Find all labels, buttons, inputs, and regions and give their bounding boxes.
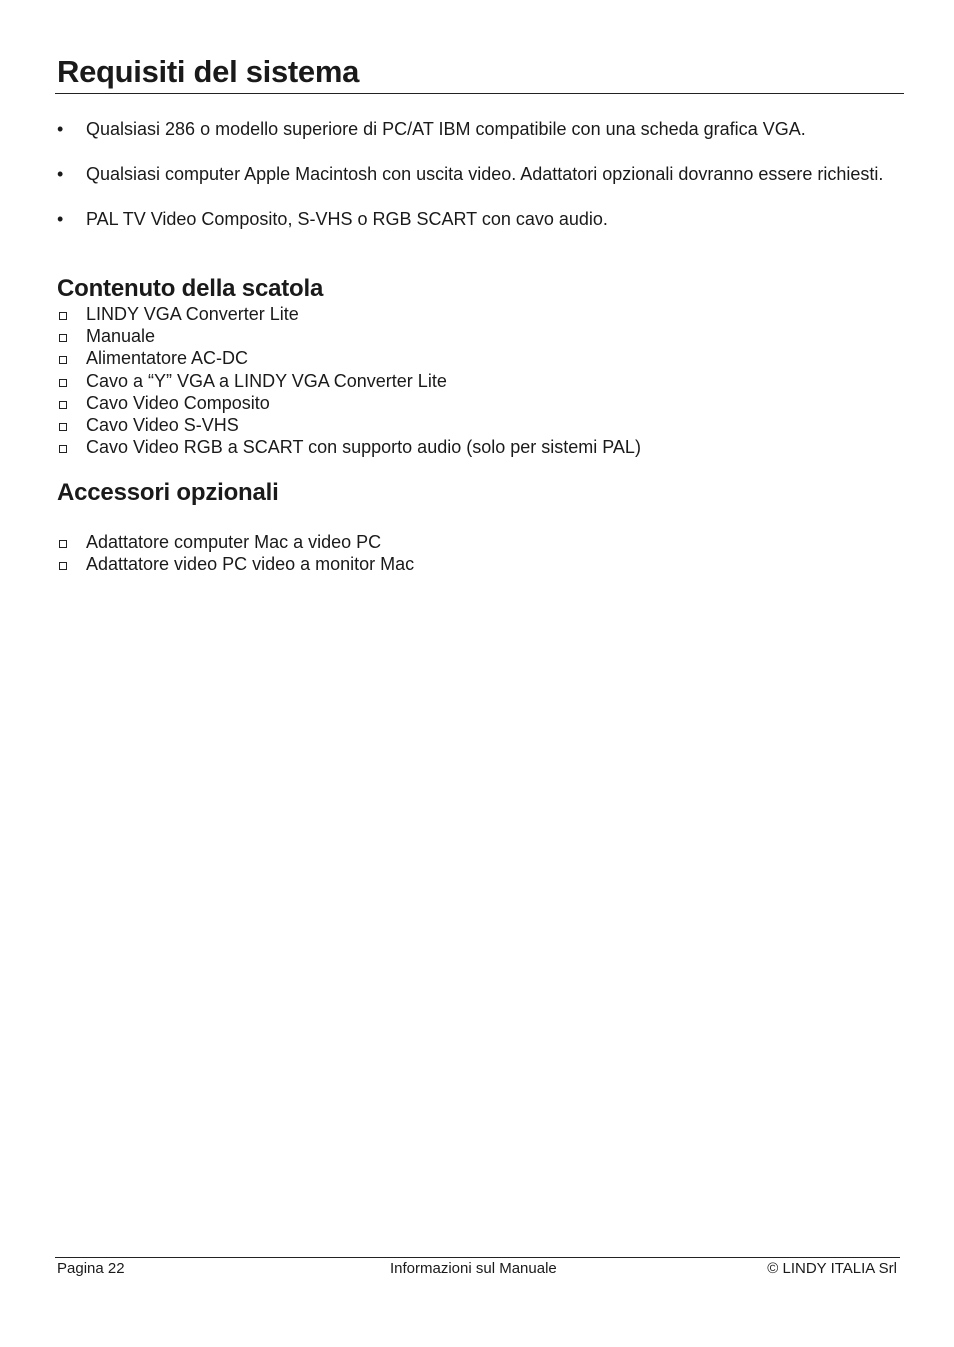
footer-title: Informazioni sul Manuale [390,1260,557,1277]
bullet-icon: • [57,164,64,184]
checkbox-bullet-icon [59,423,67,431]
box-contents-list [57,303,897,458]
list-item-text: Cavo Video Composito [86,392,270,413]
list-item [57,370,897,392]
page-title: Requisiti del sistema [57,54,360,89]
bullet-icon: • [57,209,64,229]
list-item-text: Adattatore computer Mac a video PC [86,532,382,552]
list-item [57,436,897,458]
list-item-text: Adattatore video PC video a monitor Mac [86,554,415,575]
checkbox-bullet-icon [59,445,67,453]
list-item-text: Cavo a “Y” VGA a LINDY VGA Converter Lite [86,370,447,391]
list-item [57,414,897,436]
list-item [57,303,897,325]
list-item [57,325,897,347]
requirement-text: Qualsiasi 286 o modello superiore di PC/AT IBM compatibile con una scheda grafica VGA. [86,119,806,139]
checkbox-bullet-icon [59,562,67,570]
requirement-item [57,118,897,141]
checkbox-bullet-icon [59,379,67,387]
list-item-text: LINDY VGA Converter Lite [86,304,299,324]
requirement-item [57,163,897,186]
list-item [57,531,897,553]
requirements-list [57,118,897,253]
requirement-text: Qualsiasi computer Apple Macintosh con uscita video. Adattatori opzionali dovranno essere richiesti. [86,164,884,184]
checkbox-bullet-icon [59,540,67,548]
checkbox-bullet-icon [59,356,67,364]
copyright: © LINDY ITALIA Srl [767,1260,897,1277]
accessories-heading: Accessori opzionali [57,479,279,506]
checkbox-bullet-icon [59,312,67,320]
checkbox-bullet-icon [59,334,67,342]
title-divider [55,93,904,94]
list-item-text: Cavo Video RGB a SCART con supporto audio (solo per sistemi PAL) [86,437,641,458]
list-item [57,347,897,369]
requirement-text: PAL TV Video Composito, S-VHS o RGB SCART con cavo audio. [86,209,608,229]
list-item [57,392,897,414]
list-item-text: Cavo Video S-VHS [86,414,239,435]
list-item-text: Manuale [86,326,156,347]
bullet-icon: • [57,119,64,139]
page-number: Pagina 22 [57,1260,125,1277]
accessories-list [57,531,897,575]
list-item-text: Alimentatore AC-DC [86,348,249,369]
list-item [57,553,897,575]
footer-divider [55,1257,900,1258]
box-contents-heading: Contenuto della scatola [57,275,324,302]
requirement-item [57,208,897,231]
checkbox-bullet-icon [59,401,67,409]
